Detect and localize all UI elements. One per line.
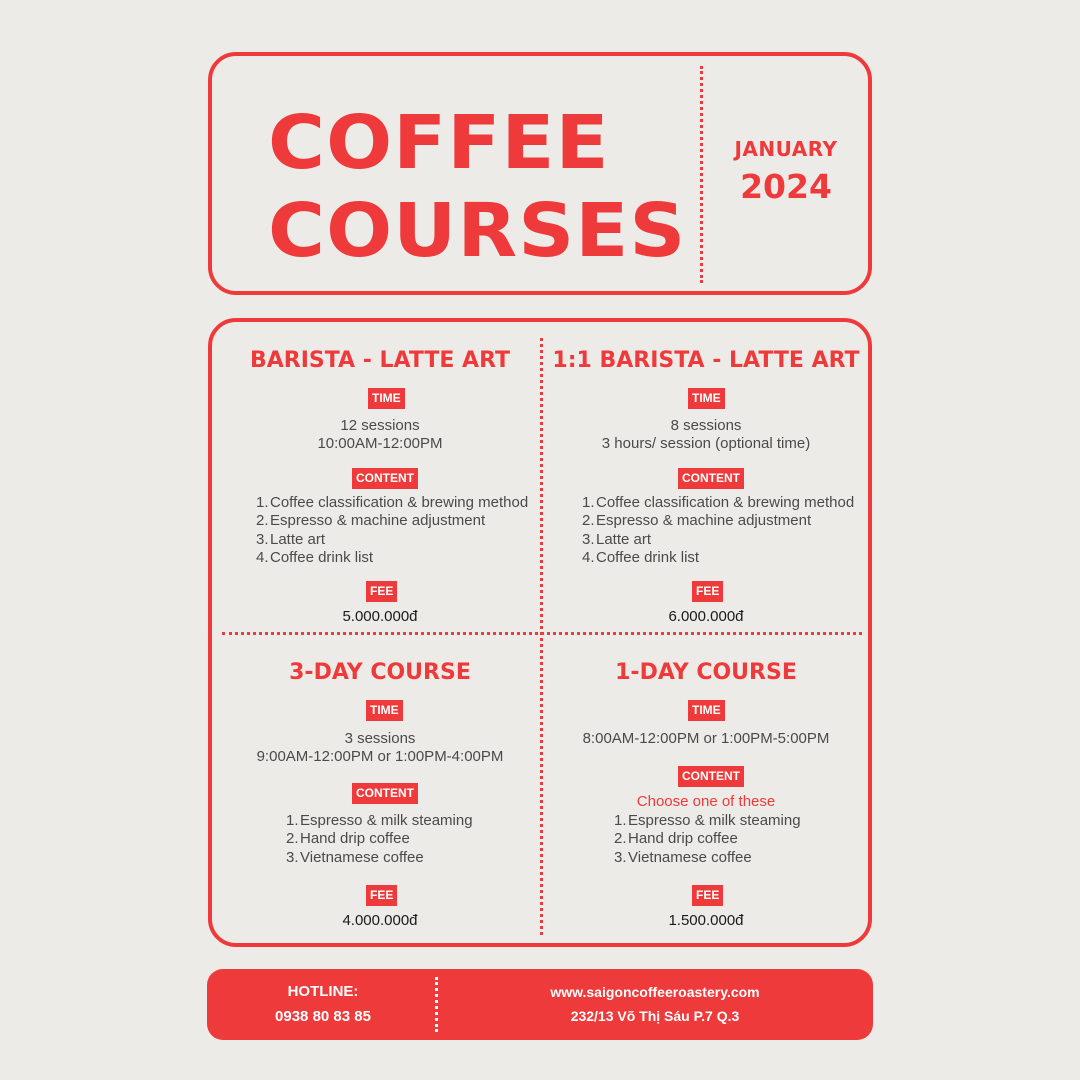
time-line: 3 hours/ session (optional time) xyxy=(601,435,811,452)
list-item: 1.Coffee classification & brewing method xyxy=(582,494,855,511)
list-item: 3.Latte art xyxy=(256,530,326,548)
header-box xyxy=(208,52,872,295)
choose-note: Choose one of these xyxy=(636,793,776,810)
content-tag: CONTENT xyxy=(678,468,744,489)
course-title: 1:1 BARISTA - LATTE ART xyxy=(552,348,860,373)
time-line: 10:00AM-12:00PM xyxy=(317,435,443,452)
fee-tag: FEE xyxy=(692,581,723,602)
list-item: 3.Vietnamese coffee xyxy=(286,848,424,866)
time-tag: TIME xyxy=(368,388,405,409)
fee-value: 1.500.000đ xyxy=(668,912,744,929)
list-item: 3.Latte art xyxy=(582,530,652,548)
content-tag: CONTENT xyxy=(352,468,418,489)
time-line: 9:00AM-12:00PM or 1:00PM-4:00PM xyxy=(256,748,504,765)
content-tag: CONTENT xyxy=(678,766,744,787)
title-line-2: COURSES xyxy=(268,188,687,274)
vertical-divider xyxy=(540,338,543,935)
list-item: 2.Hand drip coffee xyxy=(286,830,410,848)
time-tag: TIME xyxy=(688,388,725,409)
hotline-number[interactable]: 0938 80 83 85 xyxy=(275,1008,371,1025)
content-tag: CONTENT xyxy=(352,783,418,804)
time-line: 8 sessions xyxy=(670,417,742,434)
course-title: 1-DAY COURSE xyxy=(615,660,797,685)
list-item: 4.Coffee drink list xyxy=(256,548,374,566)
fee-tag: FEE xyxy=(366,581,397,602)
time-line: 12 sessions xyxy=(340,417,420,434)
horizontal-divider xyxy=(222,632,862,635)
list-item: 1.Espresso & milk steaming xyxy=(286,812,473,829)
list-item: 1.Coffee classification & brewing method xyxy=(256,494,529,511)
list-item: 4.Coffee drink list xyxy=(582,548,700,566)
content-list xyxy=(582,494,854,567)
footer-divider xyxy=(435,977,438,1032)
fee-tag: FEE xyxy=(692,885,723,906)
hotline-label: HOTLINE: xyxy=(287,983,359,1000)
list-item: 3.Vietnamese coffee xyxy=(614,848,752,866)
list-item: 2.Espresso & machine adjustment xyxy=(256,512,486,530)
fee-value: 6.000.000đ xyxy=(668,608,744,625)
month-label: JANUARY xyxy=(734,137,838,161)
list-item: 2.Espresso & machine adjustment xyxy=(582,512,812,530)
course-title: 3-DAY COURSE xyxy=(289,660,471,685)
time-tag: TIME xyxy=(366,700,403,721)
address-text: 232/13 Võ Thị Sáu P.7 Q.3 xyxy=(570,1008,740,1024)
list-item: 2.Hand drip coffee xyxy=(614,830,738,848)
title-line-1: COFFEE xyxy=(268,100,610,186)
courses-box xyxy=(208,318,872,947)
time-tag: TIME xyxy=(688,700,725,721)
time-line: 8:00AM-12:00PM or 1:00PM-5:00PM xyxy=(582,730,830,747)
footer-bar xyxy=(207,969,873,1040)
fee-value: 4.000.000đ xyxy=(342,912,418,929)
fee-value: 5.000.000đ xyxy=(342,608,418,625)
content-list xyxy=(614,812,801,867)
time-line: 3 sessions xyxy=(344,730,416,747)
header-divider xyxy=(700,66,703,283)
content-list xyxy=(286,812,473,867)
fee-tag: FEE xyxy=(366,885,397,906)
list-item: 1.Espresso & milk steaming xyxy=(614,812,801,829)
course-title: BARISTA - LATTE ART xyxy=(249,348,511,373)
website-link[interactable]: www.saigoncoffeeroastery.com xyxy=(550,984,760,1000)
content-list xyxy=(256,494,528,567)
year-label: 2024 xyxy=(740,167,832,206)
